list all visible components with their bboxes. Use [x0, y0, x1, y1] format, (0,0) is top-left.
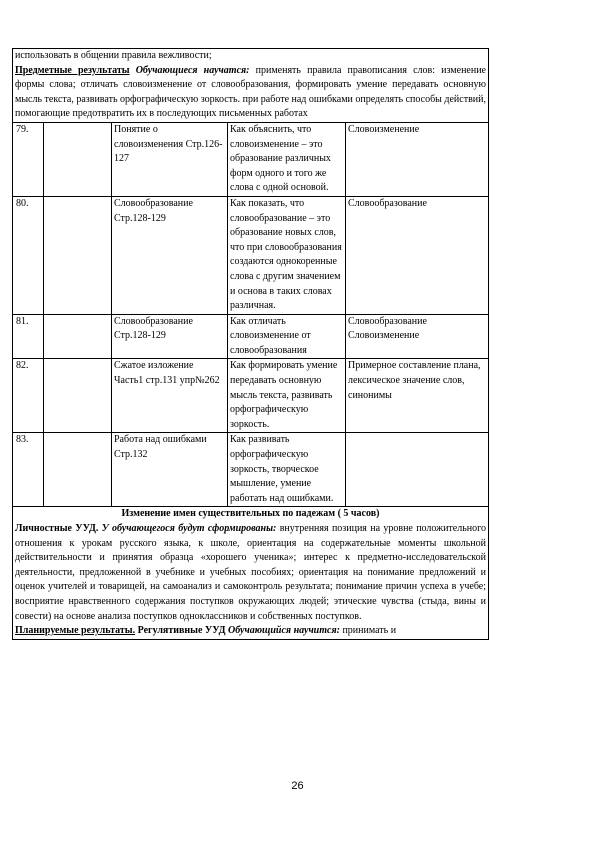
- subject-intro: Обучающиеся научатся:: [135, 64, 250, 76]
- personal-label: Личностные УУД.: [15, 523, 99, 534]
- lesson-topic: Словообразование Стр.128-129: [112, 196, 228, 314]
- lesson-question: Как формировать умение передавать основную мысль текста, развивать орфографическую зоркость.: [228, 359, 346, 433]
- lesson-topic: Словообразование Стр.128-129: [112, 314, 228, 359]
- lesson-number: 81.: [13, 314, 44, 359]
- table-row: [13, 196, 489, 314]
- date-cell: [44, 359, 112, 433]
- lesson-number: 79.: [13, 122, 44, 196]
- page-number: 26: [291, 780, 304, 792]
- lesson-question: Как отличать словоизменение от словообразования: [228, 314, 346, 359]
- lesson-vocab: Примерное составление плана, лексическое значение слов, синонимы: [346, 359, 489, 433]
- lesson-number: 83.: [13, 433, 44, 507]
- planned-label: Планируемые результаты.: [15, 625, 136, 637]
- lesson-vocab: Словоизменение: [346, 122, 489, 196]
- lesson-question: Как объяснить, что словоизменение – это образование различных форм одного и того же слова с одной основой.: [228, 122, 346, 196]
- regulatory-intro: Обучающийся научится:: [227, 625, 340, 637]
- table-row: [13, 433, 489, 507]
- lesson-topic: Понятие о словоизменения Стр.126-127: [112, 122, 228, 196]
- section-heading: Изменение имен существительных по падежам ( 5 часов): [121, 508, 380, 520]
- lesson-topic: Сжатое изложение Часть1 стр.131 упр№262: [112, 359, 228, 433]
- regulatory-text: принимать и: [339, 625, 397, 637]
- lesson-vocab: Словообразование: [346, 196, 489, 314]
- continued-line: использовать в общении правила вежливости;: [15, 50, 212, 61]
- lesson-plan-table: [12, 48, 489, 640]
- subject-results: [15, 64, 486, 122]
- section-block: [13, 507, 489, 639]
- objectives-block: [13, 49, 489, 123]
- lesson-vocab: [346, 433, 489, 507]
- subject-text: применять правила правописания слов: изменение формы слова; отличать словоизменение от словообразования, формировать умение передавать основную мысль текста, развивать орфографическую зоркость. при работе над ошибками определять способы действий, помогающие предотвратить их в последующих письменных работах: [15, 64, 486, 120]
- lesson-question: Как показать, что словообразование – это образование новых слов, что при словообразования создаются однокоренные слова с другим значением и основа в таких словах различная.: [228, 196, 346, 314]
- date-cell: [44, 433, 112, 507]
- table-row: [13, 122, 489, 196]
- personal-results: [15, 522, 486, 624]
- subject-label: Предметные результаты: [15, 64, 130, 76]
- personal-intro: У обучающегося будут сформированы:: [101, 523, 277, 534]
- table-row: [13, 359, 489, 433]
- regulatory-label: Регулятивные УУД: [135, 625, 226, 637]
- date-cell: [44, 122, 112, 196]
- date-cell: [44, 314, 112, 359]
- lesson-number: 82.: [13, 359, 44, 433]
- table-row: [13, 314, 489, 359]
- lesson-vocab: Словообразование Словоизменение: [346, 314, 489, 359]
- lesson-number: 80.: [13, 196, 44, 314]
- lesson-topic: Работа над ошибками Стр.132: [112, 433, 228, 507]
- planned-results: [15, 624, 486, 639]
- date-cell: [44, 196, 112, 314]
- lesson-question: Как развивать орфографическую зоркость, творческое мышление, умение работать над ошибками.: [228, 433, 346, 507]
- personal-text: внутренняя позиция на уровне положительного отношения к урокам русского языка, к школе, ориентация на содержательные моменты школьной действительности и принятия образца «хорошего ученика»; интерес к предметно-исследовательской деятельности, предложенной в учебнике и учебных пособиях; ориентация на понимание предложений и оценок учителей и товарищей, на самоанализ и самоконтроль результата; понимание причин успеха в учебе; восприятие нравственного содержания поступков окружающих людей; этические чувства (стыда, вины и совести) на основе анализа поступков одноклассников и собственных поступков.: [15, 523, 486, 622]
